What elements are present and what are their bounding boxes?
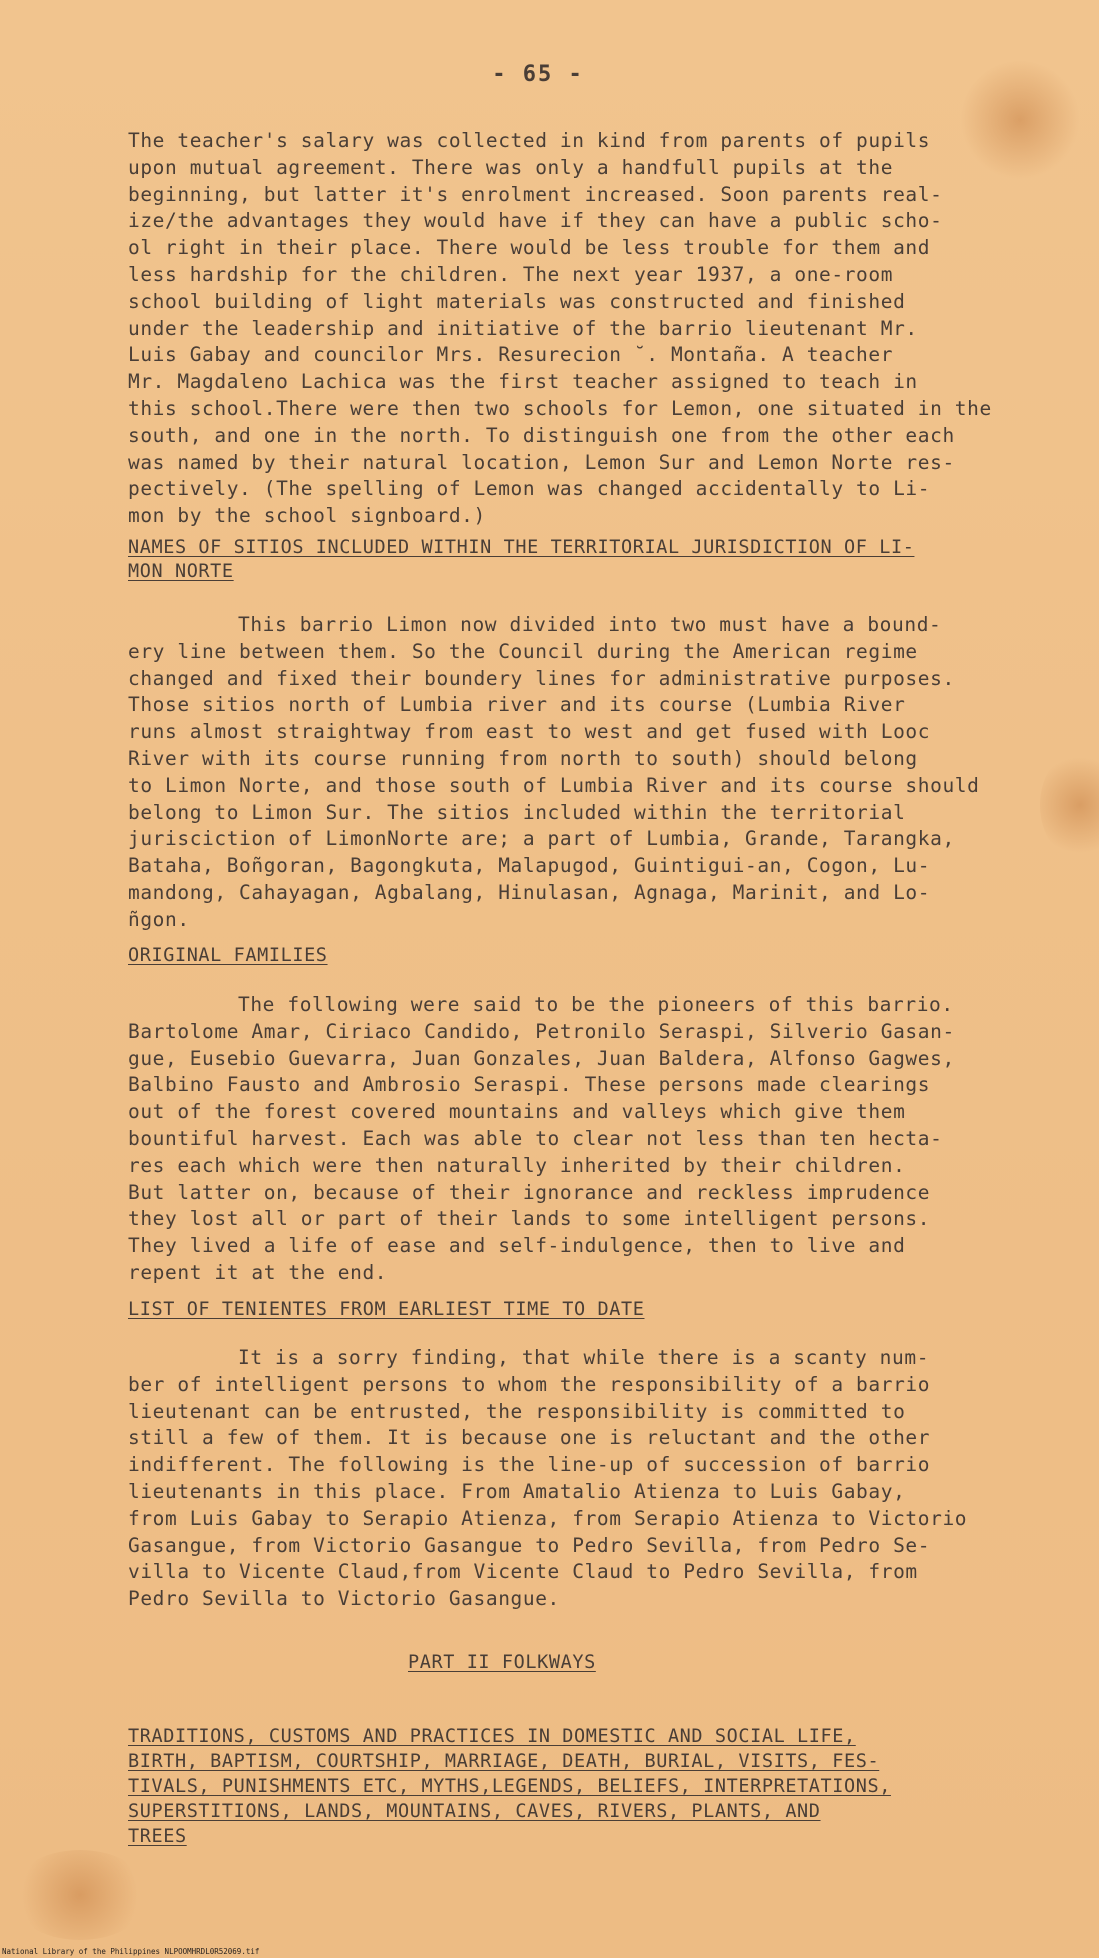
text-line: lieutenant can be entrusted, the responsibility is committed to [128, 1399, 906, 1423]
text-line: Gasangue, from Victorio Gasangue to Pedro Sevilla, from Pedro Se- [128, 1533, 931, 1557]
text-line: Bartolome Amar, Ciriaco Candido, Petronilo Seraspi, Silverio Gasan- [128, 1019, 955, 1043]
paragraph-sitios [128, 612, 1008, 934]
heading-line: NAMES OF SITIOS INCLUDED WITHIN THE TERRITORIAL JURISDICTION OF LI- [128, 537, 915, 558]
paper-stain [10, 1850, 150, 1940]
heading-line: TIVALS, PUNISHMENTS ETC, MYTHS,LEGENDS, BELIEFS, INTERPRETATIONS, [128, 1776, 891, 1797]
text-line: Bataha, Boñgoran, Bagongkuta, Malapugod, Guintigui-an, Cogon, Lu- [128, 854, 931, 878]
text-line: from Luis Gabay to Serapio Atienza, from Serapio Atienza to Victorio [128, 1506, 968, 1530]
text-line: It is a sorry finding, that while there is a scanty num- [238, 1346, 930, 1369]
text-line: under the leadership and initiative of the barrio lieutenant Mr. [128, 316, 918, 340]
text-line: beginning, but latter it's enrolment increased. Soon parents real- [128, 182, 943, 206]
text-line: The teacher's salary was collected in kind from parents of pupils [128, 129, 931, 152]
text-line: repent it at the end. [128, 1260, 388, 1284]
text-line: This barrio Limon now divided into two must have a bound- [238, 613, 942, 636]
paper-stain [1040, 750, 1099, 860]
paragraph-original-families [128, 992, 1008, 1287]
text-line: runs almost straightway from east to west and get fused with Looc [128, 720, 931, 744]
section-heading-sitios [128, 536, 914, 584]
text-line: ber of intelligent persons to whom the responsibility of a barrio [128, 1372, 931, 1396]
paragraph-teacher-salary [128, 128, 1008, 530]
text-line: indifferent. The following is the line-up of succession of barrio [128, 1453, 931, 1477]
heading-line: MON NORTE [128, 561, 234, 582]
text-line: this school.There were then two schools for Lemon, one situated in the [128, 396, 992, 420]
paragraph-tenientes [128, 1345, 1008, 1613]
text-line: mon by the school signboard.) [128, 504, 486, 528]
scan-footer: National Library of the Philippines NLPOOMHRDL0R52069.tif [2, 1947, 260, 1956]
section-heading-tenientes: LIST OF TENIENTES FROM EARLIEST TIME TO DATE [128, 1299, 645, 1320]
heading-line: TRADITIONS, CUSTOMS AND PRACTICES IN DOMESTIC AND SOCIAL LIFE, [128, 1726, 856, 1747]
heading-line: TREES [128, 1826, 187, 1847]
text-line: still a few of them. It is because one is reluctant and the other [128, 1426, 931, 1450]
text-line: ize/the advantages they would have if they can have a public scho- [128, 209, 943, 233]
text-line: They lived a life of ease and self-indulgence, then to live and [128, 1234, 906, 1258]
section-heading-original-families: ORIGINAL FAMILIES [128, 945, 328, 966]
traditions-heading [128, 1724, 1008, 1849]
text-line: mandong, Cahayagan, Agbalang, Hinulasan, Agnaga, Marinit, and Lo- [128, 880, 931, 904]
text-line: bountiful harvest. Each was able to clear not less than ten hecta- [128, 1126, 943, 1150]
text-line: less hardship for the children. The next year 1937, a one-room [128, 262, 894, 286]
text-line: to Limon Norte, and those south of Lumbia River and its course should [128, 773, 980, 797]
text-line: out of the forest covered mountains and valleys which give them [128, 1100, 906, 1124]
text-line: villa to Vicente Claud,from Vicente Claud to Pedro Sevilla, from [128, 1560, 918, 1584]
text-line: Pedro Sevilla to Victorio Gasangue. [128, 1587, 560, 1611]
text-line: Those sitios north of Lumbia river and its course (Lumbia River [128, 693, 906, 717]
text-line: jurisciction of LimonNorte are; a part of Lumbia, Grande, Tarangka, [128, 827, 955, 851]
text-line: ol right in their place. There would be less trouble for them and [128, 236, 931, 260]
text-line: they lost all or part of their lands to some intelligent persons. [128, 1207, 931, 1231]
text-line: upon mutual agreement. There was only a handfull pupils at the [128, 155, 894, 179]
heading-line: BIRTH, BAPTISM, COURTSHIP, MARRIAGE, DEATH, BURIAL, VISITS, FES- [128, 1751, 880, 1772]
text-line: But latter on, because of their ignorance and reckless imprudence [128, 1180, 931, 1204]
text-line: changed and fixed their boundery lines for administrative purposes. [128, 666, 955, 690]
text-line: was named by their natural location, Lemon Sur and Lemon Norte res- [128, 450, 955, 474]
page-number: - 65 - [492, 62, 584, 87]
text-line: gue, Eusebio Guevarra, Juan Gonzales, Juan Baldera, Alfonso Gagwes, [128, 1046, 955, 1070]
text-line: res each which were then naturally inherited by their children. [128, 1153, 906, 1177]
text-line: The following were said to be the pioneers of this barrio. [238, 993, 954, 1016]
text-line: south, and one in the north. To distinguish one from the other each [128, 423, 955, 447]
heading-line: SUPERSTITIONS, LANDS, MOUNTAINS, CAVES, RIVERS, PLANTS, AND [128, 1801, 821, 1822]
text-line: lieutenants in this place. From Amatalio Atienza to Luis Gabay, [128, 1479, 906, 1503]
text-line: school building of light materials was constructed and finished [128, 289, 906, 313]
part-heading: PART II FOLKWAYS [408, 1652, 596, 1673]
text-line: River with its course running from north to south) should belong [128, 746, 918, 770]
text-line: ñgon. [128, 907, 190, 931]
text-line: Luis Gabay and councilor Mrs. Resurecion ˘. Montaña. A teacher [128, 343, 894, 367]
text-line: ery line between them. So the Council during the American regime [128, 639, 918, 663]
text-line: Balbino Fausto and Ambrosio Seraspi. These persons made clearings [128, 1073, 931, 1097]
text-line: belong to Limon Sur. The sitios included within the territorial [128, 800, 906, 824]
text-line: Mr. Magdaleno Lachica was the first teacher assigned to teach in [128, 370, 918, 394]
text-line: pectively. (The spelling of Lemon was changed accidentally to Li- [128, 477, 931, 501]
